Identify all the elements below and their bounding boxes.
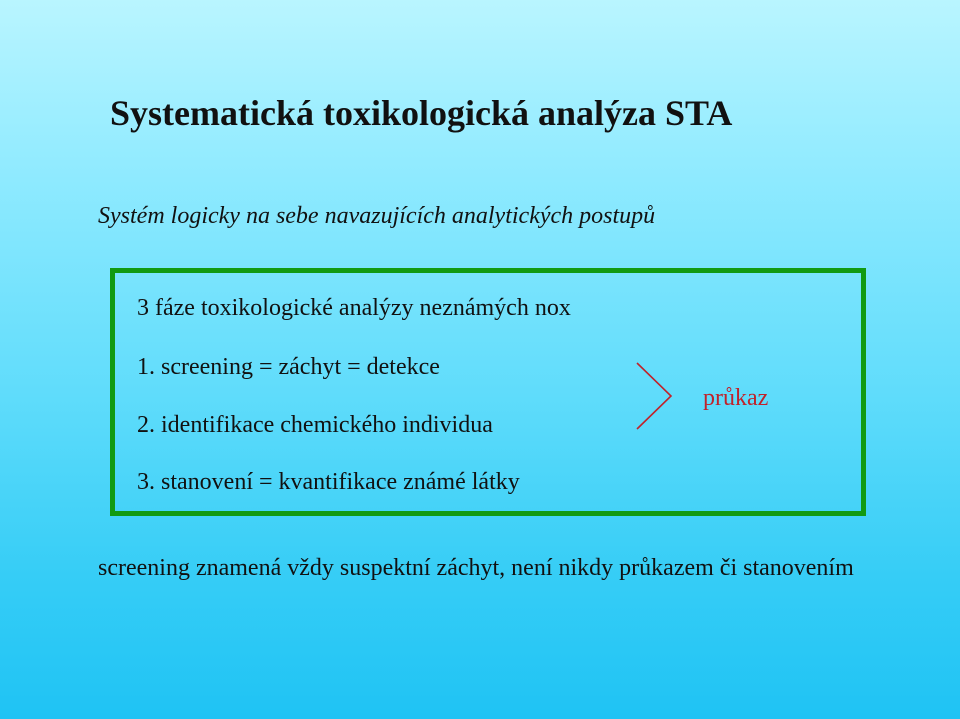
slide-subtitle: Systém logicky na sebe navazujících analytických postupů bbox=[98, 203, 656, 229]
proof-label: průkaz bbox=[703, 385, 769, 411]
phases-heading: 3 fáze toxikologické analýzy neznámých nox bbox=[137, 295, 571, 321]
phase-step-screening: 1. screening = záchyt = detekce bbox=[137, 354, 440, 380]
phase-step-quantification: 3. stanovení = kvantifikace známé látky bbox=[137, 469, 520, 495]
slide-title: Systematická toxikologická analýza STA bbox=[110, 93, 733, 133]
bracket-icon bbox=[635, 361, 673, 431]
screening-note: screening znamená vždy suspektní záchyt, není nikdy průkazem či stanovením bbox=[98, 555, 854, 581]
phase-step-identification: 2. identifikace chemického individua bbox=[137, 412, 493, 438]
phases-box bbox=[110, 268, 866, 516]
